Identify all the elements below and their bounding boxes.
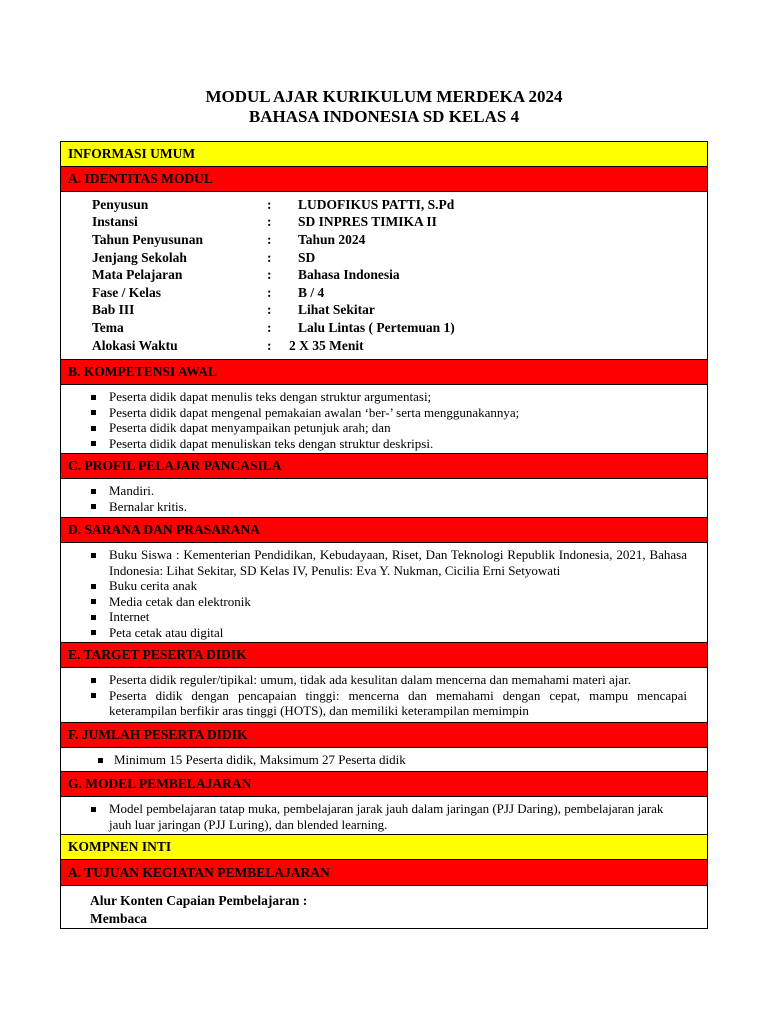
identitas-row <box>92 196 707 214</box>
identitas-colon: : <box>267 337 272 353</box>
identitas-colon: : <box>267 267 272 283</box>
identitas-colon: : <box>267 196 272 212</box>
sarana-list <box>61 547 707 640</box>
target-list <box>61 672 707 719</box>
list-item: Peserta didik dapat menulis teks dengan struktur argumentasi; <box>61 389 707 405</box>
section-profil-pelajar-pancasila: C. PROFIL PELAJAR PANCASILA <box>61 454 707 479</box>
identitas-label: Jenjang Sekolah <box>92 249 187 265</box>
profil-list <box>61 483 707 514</box>
model-list-cell <box>61 797 707 835</box>
section-informasi-umum: INFORMASI UMUM <box>61 142 707 167</box>
section-sarana-prasarana: D. SARANA DAN PRASARANA <box>61 518 707 543</box>
list-item: Peserta didik dapat menyampaikan petunjuk arah; dan <box>61 420 707 436</box>
list-item: Peserta didik dapat mengenal pemakaian awalan ‘ber-’ serta menggunakannya; <box>61 405 707 421</box>
list-item: Mandiri. <box>61 483 707 499</box>
identitas-row <box>92 337 707 355</box>
identitas-value: SD INPRES TIMIKA II <box>298 214 437 230</box>
identitas-value: B / 4 <box>298 284 325 300</box>
sarana-list-cell <box>61 543 707 643</box>
list-item: Peserta didik reguler/tipikal: umum, tidak ada kesulitan dalam mencerna dan memahami materi ajar. <box>61 672 707 688</box>
identitas-value: LUDOFIKUS PATTI, S.Pd <box>298 196 455 212</box>
section-target-peserta-didik: E. TARGET PESERTA DIDIK <box>61 643 707 668</box>
list-item: Model pembelajaran tatap muka, pembelajaran jarak jauh dalam jaringan (PJJ Daring), pembelajaran jarak jauh luar jaringan (PJJ Luring), dan blended learning. <box>61 801 707 832</box>
list-item: Media cetak dan elektronik <box>61 594 707 610</box>
list-item: Buku cerita anak <box>61 578 707 594</box>
kompetensi-list <box>61 389 707 451</box>
identitas-label: Tema <box>92 319 124 335</box>
identitas-row <box>92 266 707 284</box>
module-table <box>60 141 708 929</box>
identitas-colon: : <box>267 319 272 335</box>
model-list <box>61 801 707 832</box>
document-title-line2: BAHASA INDONESIA SD KELAS 4 <box>248 107 520 126</box>
section-tujuan-kegiatan: A. TUJUAN KEGIATAN PEMBELAJARAN <box>61 860 707 886</box>
target-list-cell <box>61 668 707 723</box>
identitas-value: Lihat Sekitar <box>298 302 375 318</box>
list-item: Minimum 15 Peserta didik, Maksimum 27 Peserta didik <box>61 752 707 768</box>
jumlah-list-cell <box>61 748 707 772</box>
identitas-label: Bab III <box>92 302 135 318</box>
identitas-value: SD <box>298 249 316 265</box>
identitas-value: Bahasa Indonesia <box>298 267 400 283</box>
section-komponen-inti: KOMPNEN INTI <box>61 835 707 860</box>
identitas-row <box>92 249 707 267</box>
profil-list-cell <box>61 479 707 518</box>
list-item: Buku Siswa : Kementerian Pendidikan, Kebudayaan, Riset, Dan Teknologi Republik Indonesia, 2021, Bahasa Indonesia: Lihat Sekitar, SD Kelas IV, Penulis: Eva Y. Nukman, Cicilia Erni Setyowati <box>61 547 707 578</box>
jumlah-list <box>61 752 707 768</box>
tujuan-line2: Membaca <box>90 911 147 926</box>
tujuan-line1: Alur Konten Capaian Pembelajaran : <box>90 893 308 908</box>
section-model-pembelajaran: G. MODEL PEMBELAJARAN <box>61 772 707 797</box>
kompetensi-list-cell <box>61 385 707 454</box>
section-identitas-modul: A. IDENTITAS MODUL <box>61 167 707 192</box>
identitas-table <box>61 192 707 360</box>
identitas-colon: : <box>267 284 272 300</box>
identitas-row <box>92 319 707 337</box>
identitas-label: Penyusun <box>92 196 149 212</box>
identitas-label: Instansi <box>92 214 138 230</box>
identitas-colon: : <box>267 214 272 230</box>
identitas-value: 2 X 35 Menit <box>289 337 364 353</box>
section-jumlah-peserta-didik: F. JUMLAH PESERTA DIDIK <box>61 723 707 748</box>
identitas-row <box>92 284 707 302</box>
list-item: Peta cetak atau digital <box>61 625 707 641</box>
identitas-label: Mata Pelajaran <box>92 267 183 283</box>
identitas-label: Tahun Penyusunan <box>92 231 203 247</box>
identitas-label: Fase / Kelas <box>92 284 161 300</box>
identitas-row <box>92 214 707 232</box>
identitas-value: Lalu Lintas ( Pertemuan 1) <box>298 319 455 335</box>
identitas-row <box>92 302 707 320</box>
section-kompetensi-awal: B. KOMPETENSI AWAL <box>61 360 707 385</box>
identitas-row <box>92 231 707 249</box>
identitas-colon: : <box>267 231 272 247</box>
tujuan-content <box>61 886 707 928</box>
list-item: Internet <box>61 609 707 625</box>
identitas-colon: : <box>267 249 272 265</box>
list-item: Peserta didik dapat menuliskan teks dengan struktur deskripsi. <box>61 436 707 452</box>
identitas-label: Alokasi Waktu <box>92 337 178 353</box>
identitas-colon: : <box>267 302 272 318</box>
list-item: Peserta didik dengan pencapaian tinggi: mencerna dan memahami dengan cepat, mampu mencapai keterampilan berfikir aras tinggi (HOTS), dan memiliki keterampilan memimpin <box>61 688 707 719</box>
document-title-line1: MODUL AJAR KURIKULUM MERDEKA 2024 <box>205 87 563 106</box>
list-item: Bernalar kritis. <box>61 499 707 515</box>
identitas-value: Tahun 2024 <box>298 231 366 247</box>
